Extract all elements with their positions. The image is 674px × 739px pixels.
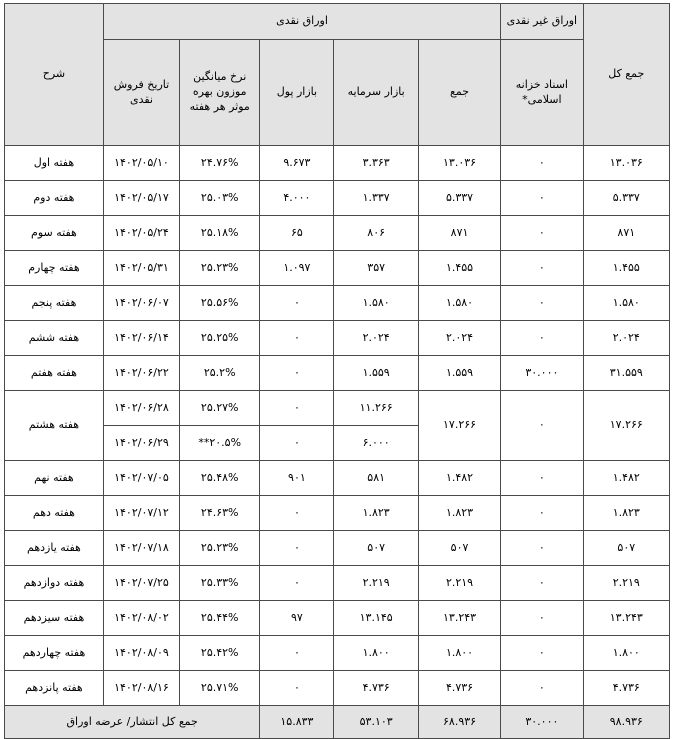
table-row: [5, 356, 670, 391]
cell-date: ۱۴۰۲/۰۵/۱۰: [103, 146, 179, 181]
cell-rate: ۲۵.۲۵%: [180, 321, 260, 356]
cell-islamic: ۰: [501, 286, 583, 321]
th-description: شرح: [5, 4, 104, 146]
cell-money: ۴.۰۰۰: [260, 181, 334, 216]
cell-subtotal: ۵.۳۳۷: [418, 181, 500, 216]
cell-rate: ۲۵.۰۳%: [180, 181, 260, 216]
securities-issuance-table: [4, 3, 670, 739]
cell-desc: هفته چهاردهم: [5, 636, 104, 671]
cell-rate: ۲۵.۲۳%: [180, 251, 260, 286]
cell-islamic: ۰: [501, 601, 583, 636]
cell-total: ۱.۴۸۲: [583, 461, 669, 496]
cell-total: ۱۷.۲۶۶: [583, 391, 669, 461]
cell-date: ۱۴۰۲/۰۶/۲۲: [103, 356, 179, 391]
cell-capital: ۸۰۶: [334, 216, 418, 251]
cell-date: ۱۴۰۲/۰۶/۰۷: [103, 286, 179, 321]
cell-total: ۵۰۷: [583, 531, 669, 566]
cell-date: ۱۴۰۲/۰۷/۰۵: [103, 461, 179, 496]
footer-subtotal: ۶۸.۹۳۶: [418, 706, 500, 739]
footer-label: جمع کل انتشار/ عرضه اوراق: [5, 706, 260, 739]
cell-islamic: ۰: [501, 461, 583, 496]
cell-total: ۱۳.۲۴۳: [583, 601, 669, 636]
cell-subtotal: ۵۰۷: [418, 531, 500, 566]
cell-subtotal: ۸۷۱: [418, 216, 500, 251]
cell-money: ۰: [260, 321, 334, 356]
cell-money: ۰: [260, 671, 334, 706]
cell-desc: هفته دوم: [5, 181, 104, 216]
cell-total: ۱۳.۰۳۶: [583, 146, 669, 181]
cell-desc: هفته هشتم: [5, 391, 104, 461]
th-subtotal: جمع: [418, 40, 500, 146]
cell-desc: هفته سوم: [5, 216, 104, 251]
cell-subtotal: ۲.۰۲۴: [418, 321, 500, 356]
table-row: [5, 496, 670, 531]
cell-subtotal: ۱۳.۰۳۶: [418, 146, 500, 181]
cell-money: ۹.۶۷۳: [260, 146, 334, 181]
footer-islamic: ۳۰.۰۰۰: [501, 706, 583, 739]
cell-money: ۱.۰۹۷: [260, 251, 334, 286]
table-row: [5, 461, 670, 496]
cell-islamic: ۰: [501, 636, 583, 671]
cell-islamic: ۰: [501, 321, 583, 356]
cell-money: ۹۰۱: [260, 461, 334, 496]
cell-desc: هفته ششم: [5, 321, 104, 356]
cell-date: ۱۴۰۲/۰۷/۱۲: [103, 496, 179, 531]
cell-subtotal: ۱.۸۲۳: [418, 496, 500, 531]
table-body: [5, 146, 670, 706]
cell-desc: هفته هفتم: [5, 356, 104, 391]
cell-date: ۱۴۰۲/۰۶/۲۸: [103, 391, 179, 426]
footer-money: ۱۵.۸۳۳: [260, 706, 334, 739]
cell-capital: ۳.۳۶۳: [334, 146, 418, 181]
table-header: [5, 4, 670, 146]
cell-islamic: ۰: [501, 496, 583, 531]
cell-subtotal: ۱.۵۵۹: [418, 356, 500, 391]
table-row: [5, 216, 670, 251]
cell-subtotal: ۴.۷۳۶: [418, 671, 500, 706]
th-grand-total: جمع کل: [583, 4, 669, 146]
cell-total: ۱.۸۲۳: [583, 496, 669, 531]
cell-date: ۱۴۰۲/۰۸/۰۲: [103, 601, 179, 636]
cell-rate: ۲۵.۳۳%: [180, 566, 260, 601]
cell-islamic: ۳۰.۰۰۰: [501, 356, 583, 391]
cell-capital: ۱.۸۰۰: [334, 636, 418, 671]
cell-total: ۴.۷۳۶: [583, 671, 669, 706]
footer-total: ۹۸.۹۳۶: [583, 706, 669, 739]
cell-subtotal: ۱.۵۸۰: [418, 286, 500, 321]
cell-money: ۰: [260, 636, 334, 671]
th-money-market: بازار پول: [260, 40, 334, 146]
cell-money: ۰: [260, 531, 334, 566]
cell-islamic: ۰: [501, 391, 583, 461]
cell-desc: هفته یازدهم: [5, 531, 104, 566]
cell-capital: ۱.۵۸۰: [334, 286, 418, 321]
cell-rate: ۲۵.۲۳%: [180, 531, 260, 566]
cell-capital: ۱.۸۲۳: [334, 496, 418, 531]
cell-total: ۵.۳۳۷: [583, 181, 669, 216]
cell-date: ۱۴۰۲/۰۷/۱۸: [103, 531, 179, 566]
th-sale-date: تاریخ فروش نقدی: [103, 40, 179, 146]
cell-islamic: ۰: [501, 671, 583, 706]
cell-rate: ۲۴.۶۳%: [180, 496, 260, 531]
table-row: [5, 531, 670, 566]
cell-total: ۸۷۱: [583, 216, 669, 251]
cell-islamic: ۰: [501, 566, 583, 601]
cell-subtotal: ۱.۴۸۲: [418, 461, 500, 496]
table-row: [5, 671, 670, 706]
cell-rate: ۲۵.۵۶%: [180, 286, 260, 321]
cell-desc: هفته پانزدهم: [5, 671, 104, 706]
cell-date: ۱۴۰۲/۰۵/۲۴: [103, 216, 179, 251]
cell-islamic: ۰: [501, 146, 583, 181]
cell-rate: ۲۰.۵%**: [180, 426, 260, 461]
cell-desc: هفته چهارم: [5, 251, 104, 286]
cell-desc: هفته اول: [5, 146, 104, 181]
cell-date: ۱۴۰۲/۰۸/۱۶: [103, 671, 179, 706]
cell-money: ۰: [260, 566, 334, 601]
cell-subtotal: ۲.۲۱۹: [418, 566, 500, 601]
cell-rate: ۲۵.۴۲%: [180, 636, 260, 671]
footer-row: [5, 706, 670, 739]
cell-money: ۰: [260, 426, 334, 461]
table-row: [5, 601, 670, 636]
cell-money: ۰: [260, 391, 334, 426]
cell-money: ۰: [260, 496, 334, 531]
cell-desc: هفته نهم: [5, 461, 104, 496]
cell-rate: ۲۴.۷۶%: [180, 146, 260, 181]
cell-rate: ۲۵.۲%: [180, 356, 260, 391]
cell-capital: ۱۳.۱۴۵: [334, 601, 418, 636]
cell-subtotal: ۱.۴۵۵: [418, 251, 500, 286]
cell-desc: هفته دوازدهم: [5, 566, 104, 601]
cell-total: ۱.۴۵۵: [583, 251, 669, 286]
table-row: [5, 251, 670, 286]
cell-total: ۲.۲۱۹: [583, 566, 669, 601]
table-row-week8-first: [5, 391, 670, 426]
cell-capital: ۱.۳۳۷: [334, 181, 418, 216]
cell-date: ۱۴۰۲/۰۸/۰۹: [103, 636, 179, 671]
table-row: [5, 321, 670, 356]
cell-date: ۱۴۰۲/۰۶/۱۴: [103, 321, 179, 356]
cell-money: ۶۵: [260, 216, 334, 251]
th-weighted-rate: نرخ میانگین موزون بهره موثر هر هفته: [180, 40, 260, 146]
table-row: [5, 181, 670, 216]
table-footer: [5, 706, 670, 739]
cell-rate: ۲۵.۷۱%: [180, 671, 260, 706]
th-group-noncash: اوراق غیر نقدی: [501, 4, 583, 40]
cell-date: ۱۴۰۲/۰۷/۲۵: [103, 566, 179, 601]
cell-desc: هفته دهم: [5, 496, 104, 531]
header-group-row: [5, 4, 670, 40]
cell-total: ۲.۰۲۴: [583, 321, 669, 356]
cell-rate: ۲۵.۲۷%: [180, 391, 260, 426]
cell-total: ۱.۸۰۰: [583, 636, 669, 671]
cell-capital: ۳۵۷: [334, 251, 418, 286]
cell-total: ۱.۵۸۰: [583, 286, 669, 321]
table-row: [5, 146, 670, 181]
cell-money: ۰: [260, 286, 334, 321]
cell-subtotal: ۱۳.۲۴۳: [418, 601, 500, 636]
cell-desc: هفته سیزدهم: [5, 601, 104, 636]
header-column-row: [5, 40, 670, 146]
table-row: [5, 566, 670, 601]
cell-islamic: ۰: [501, 181, 583, 216]
cell-capital: ۲.۲۱۹: [334, 566, 418, 601]
cell-islamic: ۰: [501, 216, 583, 251]
cell-date: ۱۴۰۲/۰۵/۳۱: [103, 251, 179, 286]
th-islamic-treasury: اسناد خزانه اسلامی*: [501, 40, 583, 146]
th-capital-market: بازار سرمایه: [334, 40, 418, 146]
cell-rate: ۲۵.۱۸%: [180, 216, 260, 251]
cell-capital: ۴.۷۳۶: [334, 671, 418, 706]
cell-capital: ۱.۵۵۹: [334, 356, 418, 391]
cell-date: ۱۴۰۲/۰۵/۱۷: [103, 181, 179, 216]
cell-capital: ۵۸۱: [334, 461, 418, 496]
cell-subtotal: ۱۷.۲۶۶: [418, 391, 500, 461]
cell-subtotal: ۱.۸۰۰: [418, 636, 500, 671]
footer-capital: ۵۳.۱۰۳: [334, 706, 418, 739]
cell-islamic: ۰: [501, 531, 583, 566]
cell-capital: ۶.۰۰۰: [334, 426, 418, 461]
cell-money: ۰: [260, 356, 334, 391]
cell-total: ۳۱.۵۵۹: [583, 356, 669, 391]
cell-rate: ۲۵.۴۸%: [180, 461, 260, 496]
cell-islamic: ۰: [501, 251, 583, 286]
cell-capital: ۵۰۷: [334, 531, 418, 566]
cell-money: ۹۷: [260, 601, 334, 636]
cell-desc: هفته پنجم: [5, 286, 104, 321]
th-group-cash: اوراق نقدی: [103, 4, 500, 40]
table-row: [5, 636, 670, 671]
cell-capital: ۱۱.۲۶۶: [334, 391, 418, 426]
cell-capital: ۲.۰۲۴: [334, 321, 418, 356]
cell-date: ۱۴۰۲/۰۶/۲۹: [103, 426, 179, 461]
cell-rate: ۲۵.۴۴%: [180, 601, 260, 636]
table-row: [5, 286, 670, 321]
